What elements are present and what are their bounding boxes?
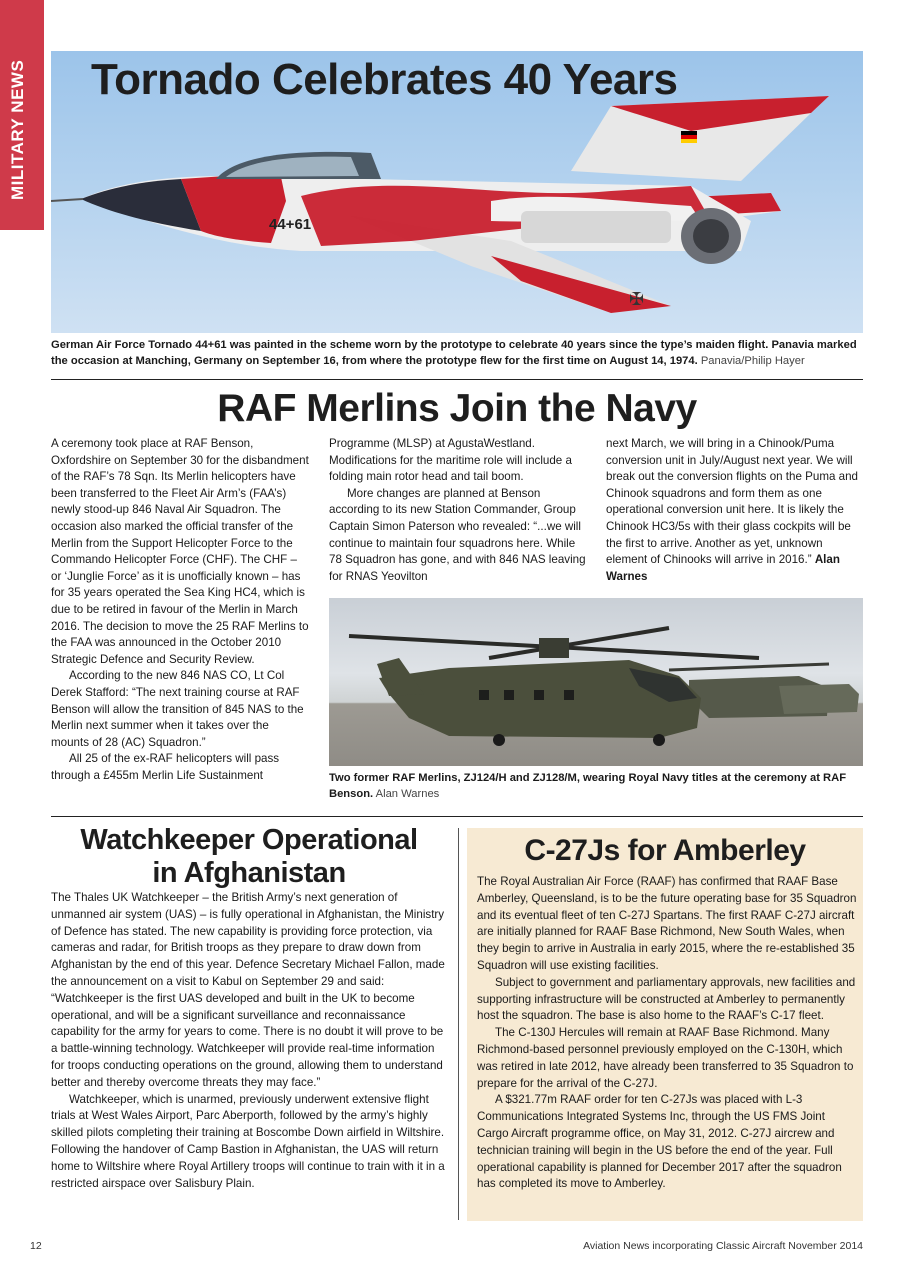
merlins-column-1	[51, 436, 309, 784]
merlins-paragraph: According to the new 846 NAS CO, Lt Col Derek Stafford: “The next training course at RAF Benson will allow the transition of 845 NAS to the Merlin next summer when it takes over the mounts of 28 (AC) Squadron.”	[51, 669, 304, 749]
merlins-column-3	[606, 436, 863, 585]
watchkeeper-body	[51, 890, 446, 1192]
svg-text:✠: ✠	[629, 289, 645, 310]
watchkeeper-paragraph: The Thales UK Watchkeeper – the British Army’s next generation of unmanned air system (UAS) – is fully operational in Afghanistan, the Ministry of Defence has stated. The new capability is providing force protection, via cameras and radar, for British troops as they prepare to draw down from Afghanistan by the end of this year. Defence Secretary Michael Fallon, made the announcement on a visit to Kabul on September 29 and said: “Watchkeeper is the first UAS developed and built in the UK to become operational, and will be a significant surveillance and reconnaissance capability for the army for years to come. There is no doubt it will prove to be a battle-winning technology. Watchkeeper will provide real-time information for troops conducting operations on the ground, allowing them to understand better and thereby overcome threats they may face.”	[51, 891, 445, 1089]
c27j-panel	[467, 828, 863, 1221]
tornado-serial: 44+61	[269, 216, 312, 233]
column-divider	[458, 828, 459, 1220]
merlins-headline: RAF Merlins Join the Navy	[217, 387, 697, 430]
c27j-body	[477, 874, 857, 1193]
section-tab	[0, 0, 44, 230]
tornado-headline: Tornado Celebrates 40 Years	[91, 55, 678, 104]
merlins-paragraph: A ceremony took place at RAF Benson, Oxfordshire on September 30 for the disbandment of the RAF’s 78 Sqn. Its Merlin helicopters have been transferred to the Fleet Air Arm’s (FAA’s) newly stood-up 846 Naval Air Squadron. The occasion also marked the official transfer of the Merlin from the Support Helicopter Force to the Commando Helicopter Force (CHF). The CHF – or ‘Junglie Force’ as it is unofficially known – has for 35 years operated the Sea King HC4, which is due to be retired in favour of the Merlin in March 2016. The decision to move the 25 RAF Merlins to the FAA was announced in the October 2010 Strategic Defence and Security Review.	[51, 437, 309, 666]
watchkeeper-paragraph: Watchkeeper, which is unarmed, previously underwent extensive flight trials at West Wales Airport, Parc Aberporth, followed by the army’s highly skilled pilots completing their training at Boscombe Down airfield in Wiltshire. Following the handover of Camp Bastion in Afghanistan, the UAS will return home to Wiltshire where Royal Artillery troops will continue to train with it in a restricted airspace over Salisbury Plain.	[51, 1092, 445, 1190]
c27j-paragraph: The C-130J Hercules will remain at RAAF Base Richmond. Many Richmond-based personnel previously employed on the C-130H, which was retired in late 2012, have already been transferred to 35 Squadron to prepare for the arrival of the C-27J.	[477, 1026, 854, 1090]
tornado-caption-text: German Air Force Tornado 44+61 was painted in the scheme worn by the prototype to celebrate 40 years since the type’s maiden flight. Panavia marked the occasion at Manching, Germany on September 16, from where the prototype flew for the first time on August 14, 1974.	[51, 339, 857, 367]
publication-footer: Aviation News incorporating Classic Aircraft November 2014	[583, 1240, 863, 1252]
merlins-column-2	[329, 436, 587, 585]
c27j-headline: C-27Js for Amberley	[524, 834, 806, 867]
divider	[51, 379, 863, 380]
watchkeeper-headline-line: in Afghanistan	[152, 857, 346, 889]
tornado-caption	[51, 337, 863, 369]
merlin-illustration	[329, 598, 863, 766]
watchkeeper-headline	[51, 824, 447, 890]
section-tab-label: MILITARY NEWS	[8, 59, 27, 200]
merlins-paragraph: All 25 of the ex-RAF helicopters will pass through a £455m Merlin Life Sustainment	[51, 752, 280, 782]
merlins-caption-text: Two former RAF Merlins, ZJ124/H and ZJ128/M, wearing Royal Navy titles at the ceremony at RAF Benson.	[329, 772, 847, 800]
c27j-paragraph: Subject to government and parliamentary approvals, new facilities and supporting infrastructure will be constructed at Amberley to permanently host the squadron. The base is also home to the RAAF’s C-17 fleet.	[477, 975, 856, 1023]
merlins-author: Alan Warnes	[606, 553, 840, 583]
tornado-photo	[51, 51, 863, 333]
tornado-caption-credit: Panavia/Philip Hayer	[700, 355, 805, 367]
watchkeeper-headline-line: Watchkeeper Operational	[80, 824, 418, 856]
merlins-caption-credit: Alan Warnes	[375, 788, 440, 800]
page-number: 12	[30, 1240, 42, 1252]
c27j-paragraph: A $321.77m RAAF order for ten C-27Js was placed with L-3 Communications Integrated Systems Inc, through the US FMS Joint Cargo Aircraft programme office, on May 31, 2012. C-27J aircrew and technician training will begin in the US before the end of the year. Full operational capability is planned for December 2017 after the squadron has completed its move to Amberley.	[477, 1093, 842, 1191]
merlins-paragraph: More changes are planned at Benson according to its new Station Commander, Group Captain Simon Paterson who revealed: “...we will continue to maintain four squadrons here. While 78 Squadron has gone, and with 846 NAS leaving for RNAS Yeovilton	[329, 486, 586, 583]
merlin-helicopters-photo	[329, 598, 863, 766]
merlins-paragraph: next March, we will bring in a Chinook/Puma conversion unit in July/August next year. We will break out the conversion flights on the Puma and Chinook squadrons and form them as one operational conversion unit here. It is likely the Chinook HC3/5s with their glass cockpits will be the first to arrive. Another as yet, unknown element of Chinooks will arrive in 2016.”	[606, 437, 858, 567]
c27j-paragraph: The Royal Australian Air Force (RAAF) has confirmed that RAAF Base Amberley, Queensland, is to be the future operating base for 35 Squadron and its eventual fleet of ten C-27J Spartans. The first RAAF C-27J aircraft are initially planned for RAAF Base Richmond, New South Wales, when they begin to arrive in Australia in early 2015, where the re-established 35 Squadron will use existing facilities.	[477, 875, 857, 972]
merlins-paragraph: Programme (MLSP) at AgustaWestland. Modifications for the maritime role will include a folding main rotor head and tail boom.	[329, 437, 572, 484]
merlins-caption	[329, 770, 863, 802]
divider	[51, 816, 863, 817]
